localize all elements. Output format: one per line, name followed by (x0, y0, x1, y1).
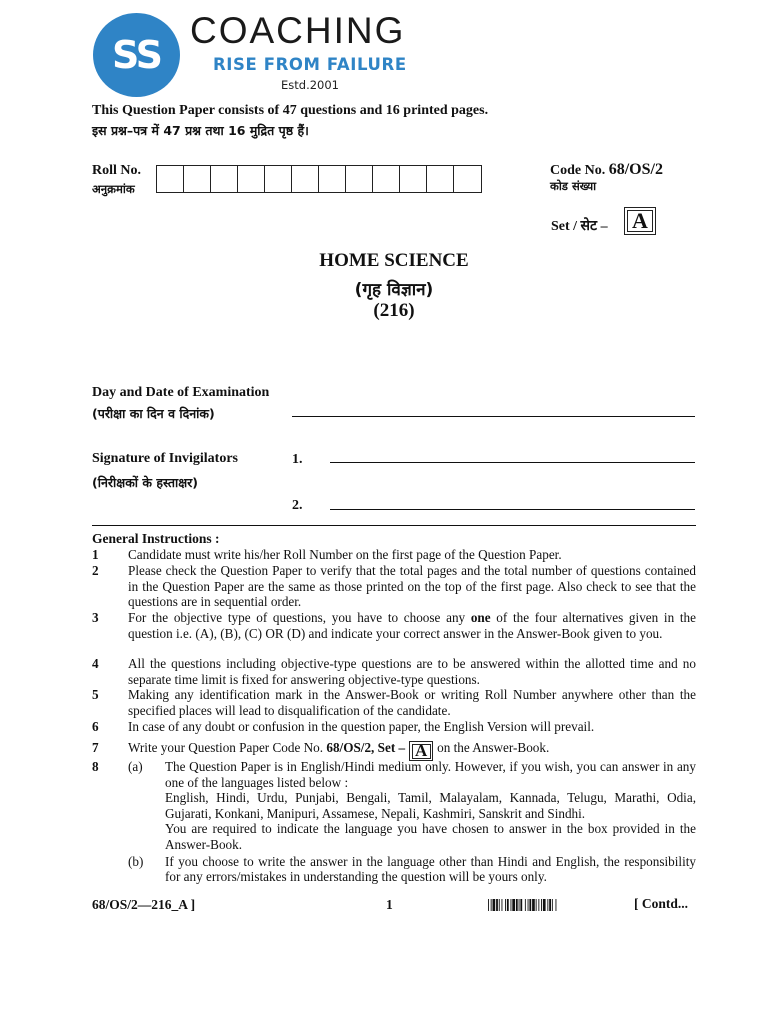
invigilator-signature-label-hindi: (निरीक्षकों के हस्ताक्षर) (92, 475, 198, 490)
brand-tagline: RISE FROM FAILURE (213, 55, 407, 74)
code-number-value: 68/OS/2 (608, 161, 663, 178)
exam-date-label: Day and Date of Examination (92, 385, 270, 400)
instruction-number: 3 (92, 610, 99, 625)
signature-2-number: 2. (292, 498, 303, 513)
invigilator-signature-label: Signature of Invigilators (92, 451, 238, 466)
language-list: English, Hindi, Urdu, Punjabi, Bengali, Tamil, Malayalam, Kannada, Telugu, Marathi, Odia, Gujarati, Konkani, Manipuri, Assamese, Nepali, Kashmiri, Sanskrit and Sindhi. (165, 790, 696, 821)
signature-2-field[interactable] (330, 509, 695, 510)
svg-text:SS: SS (111, 33, 162, 77)
subject-title: HOME SCIENCE (319, 250, 469, 271)
roll-number-box[interactable] (265, 166, 292, 192)
brand-established: Estd.2001 (281, 78, 339, 92)
signature-1-field[interactable] (330, 462, 695, 463)
roll-number-box[interactable] (346, 166, 373, 192)
instruction-number: 5 (92, 687, 99, 702)
page-number: 1 (386, 897, 393, 912)
instruction-text: Making any identification mark in the Answer-Book or writing Roll Number anywhere other than the specified places will lead to disqualification of the candidate. (128, 687, 696, 718)
language-note: You are required to indicate the language you have chosen to answer in the box provided in the Answer-Book. (165, 821, 696, 852)
footer-paper-code: 68/OS/2—216_A ] (92, 897, 196, 912)
roll-number-label-hindi: अनुक्रमांक (92, 182, 135, 196)
instruction-4 (92, 656, 696, 687)
instruction-number: 4 (92, 656, 99, 671)
instruction-6 (92, 719, 696, 735)
brand-name: COACHING (190, 10, 406, 51)
roll-number-boxes[interactable] (156, 165, 482, 193)
roll-number-box[interactable] (454, 166, 481, 192)
subject-title-hindi: (गृह विज्ञान) (354, 280, 434, 300)
instruction-number: 1 (92, 547, 99, 562)
instruction-text: Please check the Question Paper to verify that the total pages and the total number of questions contained in the Question Paper are the same as those printed on the top of the first page. Also check to see that the questions are in sequential order. (128, 563, 696, 610)
exam-date-label-hindi: (परीक्षा का दिन व दिनांक) (92, 406, 215, 421)
instruction-text: For the objective type of questions, you have to choose any one of the four alternatives given in the question i.e. (A), (B), (C) OR (D) and indicate your correct answer in the Answer-Book given to you. (128, 610, 696, 641)
set-box (624, 207, 656, 235)
logo-circle (93, 13, 180, 97)
paper-info-hindi: इस प्रश्न–पत्र में 47 प्रश्न तथा 16 मुद्रित पृष्ठ हैं। (92, 123, 309, 138)
instruction-number: 7 (92, 740, 99, 755)
instruction-text: All the questions including objective-type questions are to be answered within the allotted time and no separate time limit is fixed for answering objective-type questions. (128, 656, 696, 687)
roll-number-box[interactable] (238, 166, 265, 192)
roll-number-box[interactable] (157, 166, 184, 192)
instruction-text: Write your Question Paper Code No. 68/OS/2, Set – A on the Answer-Book. (128, 740, 550, 760)
subject-code: (216) (373, 300, 415, 321)
instruction-text: Candidate must write his/her Roll Number on the first page of the Question Paper. (128, 547, 562, 562)
instruction-8 (92, 759, 696, 885)
footer-contd: [ Contd... (634, 896, 689, 911)
paper-info: This Question Paper consists of 47 questions and 16 printed pages. (92, 103, 489, 118)
instruction-number: 6 (92, 719, 99, 734)
instruction-3 (92, 610, 696, 641)
signature-1-number: 1. (292, 452, 303, 467)
instruction-8b: (b) If you choose to write the answer in the language other than Hindi and English, the responsibility for any errors/mistakes in understanding the question will be yours only. (128, 853, 696, 885)
code-number (550, 161, 663, 179)
set-inline-box: A (409, 741, 433, 761)
instruction-number: 8 (92, 759, 99, 774)
instructions-heading: General Instructions : (92, 531, 220, 546)
code-number-label: Code No. (550, 163, 606, 178)
separator-line (92, 525, 696, 526)
instruction-1 (92, 547, 696, 563)
instruction-8a: (a) The Question Paper is in English/Hindi medium only. However, if you wish, you can answer in any one of the languages listed below : (128, 759, 696, 790)
roll-number-box[interactable] (184, 166, 211, 192)
set-value: A (632, 208, 648, 233)
instruction-2 (92, 563, 696, 610)
roll-number-box[interactable] (292, 166, 319, 192)
roll-number-box[interactable] (319, 166, 346, 192)
barcode-icon (488, 899, 615, 911)
instruction-5 (92, 687, 696, 718)
instruction-text: In case of any doubt or confusion in the question paper, the English Version will prevail. (128, 719, 595, 734)
instruction-text (128, 759, 696, 885)
instruction-7 (92, 740, 696, 761)
roll-number-box[interactable] (211, 166, 238, 192)
ss-logo-icon (93, 13, 180, 97)
roll-number-box[interactable] (373, 166, 400, 192)
roll-number-box[interactable] (427, 166, 454, 192)
roll-number-label: Roll No. (92, 163, 141, 178)
roll-number-box[interactable] (400, 166, 427, 192)
exam-date-field[interactable] (292, 416, 695, 417)
set-label-text: Set / सेट – (551, 219, 608, 234)
code-number-label-hindi: कोड संख्या (550, 179, 597, 193)
set-label (551, 216, 608, 235)
instruction-number: 2 (92, 563, 99, 578)
